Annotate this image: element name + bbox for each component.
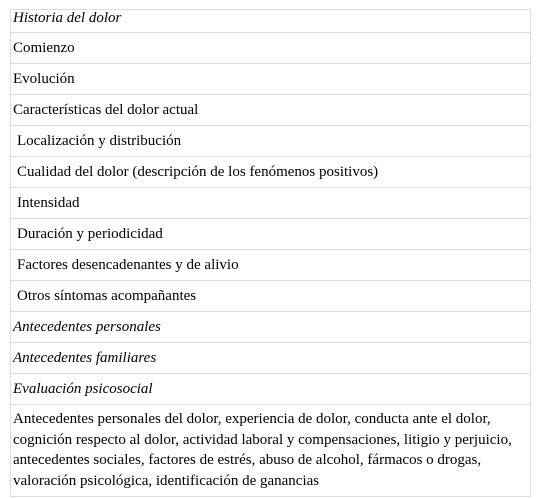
table-row <box>11 250 531 281</box>
table-row <box>11 10 531 33</box>
table-row <box>11 343 531 374</box>
section-heading-antecedentes-personales: Antecedentes personales <box>11 312 531 343</box>
subitem-otros-sintomas: Otros síntomas acompañantes <box>11 281 531 312</box>
table-row <box>11 126 531 157</box>
table-row <box>11 157 531 188</box>
subitem-intensidad: Intensidad <box>11 188 531 219</box>
subitem-cualidad: Cualidad del dolor (descripción de los fenómenos positivos) <box>11 157 531 188</box>
section-heading-antecedentes-familiares: Antecedentes familiares <box>11 343 531 374</box>
item-comienzo: Comienzo <box>11 33 531 64</box>
section-heading-historia: Historia del dolor <box>11 10 531 33</box>
psychosocial-description: Antecedentes personales del dolor, experiencia de dolor, conducta ante el dolor, cognición respecto al dolor, actividad laboral y compensaciones, litigio y perjuicio, antecedentes sociales, factores de estrés, abuso de alcohol, fármacos o drogas, valoración psicológica, identificación de ganancias <box>11 405 531 497</box>
table-row <box>11 188 531 219</box>
table-row <box>11 95 531 126</box>
subitem-localizacion: Localización y distribución <box>11 126 531 157</box>
table-row <box>11 312 531 343</box>
section-heading-evaluacion-psicosocial: Evaluación psicosocial <box>11 374 531 405</box>
pain-history-table <box>10 9 531 497</box>
table-row <box>11 64 531 95</box>
table-row <box>11 33 531 64</box>
item-evolucion: Evolución <box>11 64 531 95</box>
table-row <box>11 219 531 250</box>
item-caracteristicas: Características del dolor actual <box>11 95 531 126</box>
table-row <box>11 405 531 497</box>
table-row <box>11 374 531 405</box>
subitem-factores: Factores desencadenantes y de alivio <box>11 250 531 281</box>
subitem-duracion: Duración y periodicidad <box>11 219 531 250</box>
table-row <box>11 281 531 312</box>
